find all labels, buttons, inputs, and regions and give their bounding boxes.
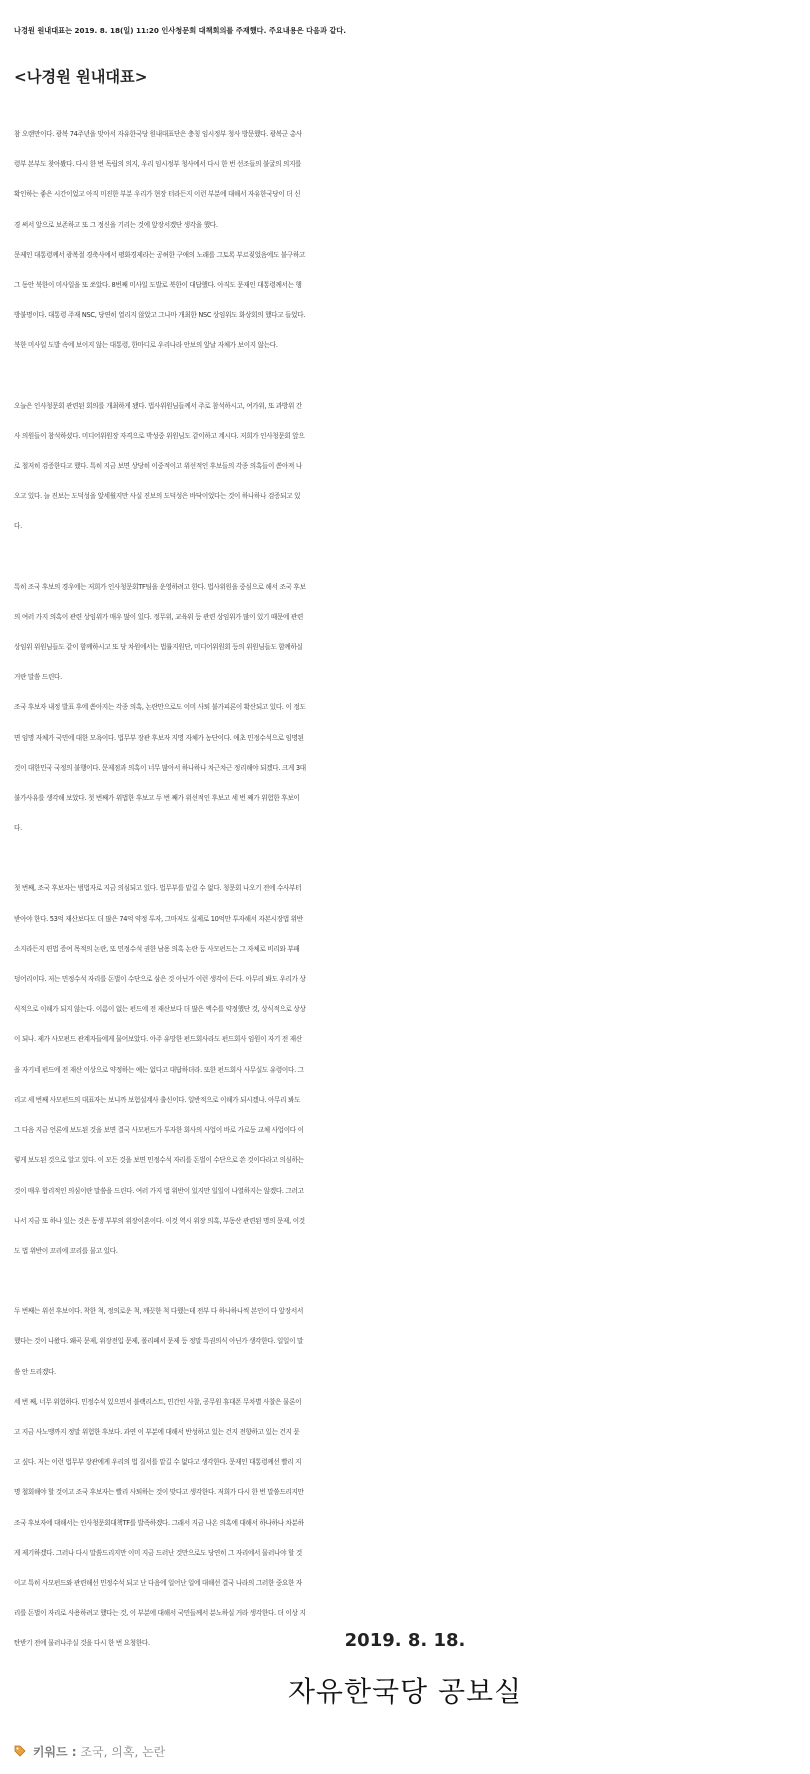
text-line: 세 번 째, 너무 위험하다. 민정수석 있으면서 블랙리스트, 민간인 사찰, 공무원 휴대폰 무차별 사찰은 물론이 — [14, 1397, 302, 1406]
text-line: 로 철저히 검증한다고 했다. 특히 지금 보면 상당히 이중적이고 위선적인 후보들의 각종 의혹들이 쏟아져 나 — [14, 462, 302, 471]
text-line: 명 철회해야 할 것이고 조국 후보자는 빨리 사퇴하는 것이 맞다고 생각한다. 저희가 다시 한 번 말씀드리지만 — [14, 1488, 304, 1497]
text-line: 방불명이다. 대통령 주재 NSC, 당연히 열리지 않았고 그나마 개최한 NSC 상임위도 화상회의 했다고 들었다. — [14, 311, 306, 320]
text-line: 렇게 보도된 것으로 알고 있다. 이 모든 것을 보면 민정수석 자리를 돈벌이 수단으로 쓴 것이다라고 의심하는 — [14, 1156, 304, 1165]
paragraph — [14, 1296, 800, 1658]
text-line: 사 의원들이 참석하셨다. 미디어위원장 자격으로 박성중 위원님도 같이하고 계시다. 저희가 인사청문회 앞으 — [14, 431, 305, 440]
text-line: 식적으로 이해가 되지 않는다. 이름이 없는 펀드에 전 재산보다 더 많은 액수를 약정했단 것, 상식적으로 상상 — [14, 1005, 306, 1014]
paragraph — [14, 119, 800, 361]
text-line: 문제인 대통령께서 광복절 경축사에서 평화경제라는 공허한 구애의 노래를 그토록 부르짖었음에도 불구하고 — [14, 250, 306, 259]
keywords-bar — [14, 1743, 165, 1760]
text-line: 것이 매우 합리적인 의심이란 말씀을 드린다. 여러 가지 법 위반이 있지만 일일이 나열하지는 않겠다. 그러고 — [14, 1186, 304, 1195]
text-line: 두 번째는 위선 후보이다. 착한 척, 정의로운 척, 깨끗한 척 다했는데 전부 다 하나하나씩 본인이 다 앞장서서 — [14, 1307, 304, 1316]
keyword-list: 조국, 의혹, 논란 — [80, 1745, 166, 1759]
text-line: 이 되나. 제가 사모펀드 관계자들에게 물어보았다. 아주 유망한 펀드회사라도 펀드회사 임원이 자기 전 재산 — [14, 1035, 302, 1044]
text-line: 조국 후보자에 대해서는 인사청문회대책TF를 발족하겠다. 그래서 지금 나온 의혹에 대해서 하나하나 차분하 — [14, 1518, 304, 1527]
text-line: 거란 말씀 드린다. — [14, 673, 62, 682]
paragraph — [14, 873, 800, 1266]
text-line: 경 써서 앞으로 보존하고 또 그 정신을 기리는 것에 앞장서겠단 생각을 했다. — [14, 220, 218, 229]
text-line: 리고 세 번째 사모펀드의 대표자는 보니까 보험설계사 출신이다. 일반적으로 이해가 되시겠나. 아무리 봐도 — [14, 1095, 301, 1104]
text-line: 첫 번째, 조국 후보자는 범법자로 지금 의심되고 있다. 법무부를 맡길 수 없다. 청문회 나오기 전에 수사부터 — [14, 884, 302, 893]
text-line: 불가사유를 생각해 보았다. 첫 번째가 위법한 후보고 두 번 째가 위선적인 후보고 세 번 째가 위험한 후보이 — [14, 794, 300, 803]
text-line: 덩어리이다. 저는 민정수석 자리를 돈벌이 수단으로 삼은 것 아닌가 이런 생각이 든다. 아무리 봐도 우리가 상 — [14, 975, 306, 984]
speaker-label: <나경원 원내대표> — [14, 68, 148, 86]
text-line: 다. — [14, 522, 22, 531]
text-line: 탄받기 전에 물러나주실 것을 다시 한 번 요청한다. — [14, 1639, 150, 1648]
text-line: 북한 미사일 도발 속에 보이지 않는 대통령, 한마디로 우리나라 안보의 앞날 자체가 보이지 않는다. — [14, 341, 278, 350]
text-line: 것이 대한민국 국정의 불행이다. 문제점과 의혹이 너무 많아서 하나하나 차근차근 정리해야 되겠다. 크게 3대 — [14, 763, 306, 772]
tag-icon — [14, 1745, 26, 1757]
body-text — [14, 119, 800, 1659]
text-line: 그 다음 지금 언론에 보도된 것을 보면 결국 사모펀드가 투자한 회사의 사업이 바로 가로등 교체 사업이다 이 — [14, 1126, 304, 1135]
text-line: 오늘은 인사청문회 관련된 회의를 개최하게 됐다. 법사위원님들께서 주로 참석하시고, 여가위, 또 과방위 간 — [14, 401, 302, 410]
text-line: 조국 후보자 내정 발표 후에 쏟아지는 각종 의혹, 논란만으로도 이미 사퇴 불가피론이 확산되고 있다. 이 정도 — [14, 703, 306, 712]
release-date: 2019. 8. 18. — [344, 1630, 466, 1651]
keyword-link[interactable]: 의혹 — [111, 1745, 135, 1759]
text-line: 면 임명 자체가 국민에 대한 모욕이다. 법무부 장관 후보자 지명 자체가 농단이다. 애초 민정수석으로 임명된 — [14, 733, 304, 742]
text-line: 나서 지금 또 하나 있는 것은 동생 부부의 위장이혼이다. 이것 역시 위장 의혹, 부동산 관련된 명의 문제, 이것 — [14, 1216, 305, 1225]
text-line: 령부 본부도 찾아봤다. 다시 한 번 독립의 의지, 우리 임시정부 청사에서 다시 한 번 선조들의 불굴의 의지를 — [14, 160, 302, 169]
text-line: 확인하는 좋은 시간이었고 아직 미진한 부분 우리가 현장 터라든지 이런 부분에 대해서 자유한국당이 더 신 — [14, 190, 301, 199]
press-release — [14, 14, 800, 1659]
paragraph-gap — [14, 843, 800, 873]
text-line: 그 동안 북한이 미사일을 또 쏘았다. 8번째 미사일 도발로 북한이 대답했다. 아직도 문재인 대통령께서는 행 — [14, 281, 302, 290]
text-line: 받아야 한다. 53억 재산보다도 더 많은 74억 약정 투자, 그마저도 실제로 10억만 투자해서 자본시장법 위반 — [14, 914, 303, 923]
paragraph — [14, 572, 800, 844]
text-line: 도 법 위반이 꼬리에 꼬리를 물고 있다. — [14, 1246, 118, 1255]
text-line: 게 제기하겠다. 그러나 다시 말씀드리지만 이미 지금 드러난 것만으로도 당연히 그 자리에서 물러나야 할 것 — [14, 1548, 302, 1557]
text-line: 참 오랜만이다. 광복 74주년을 맞아서 자유한국당 원내대표단은 충칭 임시정부 청사 방문했다. 광복군 총사 — [14, 130, 302, 138]
text-line: 리를 돈벌이 자리로 사용하려고 했다는 것, 이 부분에 대해서 국민들께서 분노하실 거라 생각한다. 더 이상 지 — [14, 1609, 306, 1618]
text-line: 의 여러 가지 의혹이 관련 상임위가 매우 많이 있다. 정무위, 교육위 등 관련 상임위가 많이 있기 때문에 관련 — [14, 612, 304, 621]
text-line: 다. — [14, 824, 22, 833]
text-line: 했다는 것이 나왔다. 왜곡 문제, 위장전입 문제, 폴리페서 문제 등 정말 특권의식 아닌가 생각한다. 일일이 말 — [14, 1337, 304, 1346]
paragraph — [14, 391, 800, 542]
paragraph-gap — [14, 361, 800, 391]
text-line: 씀 안 드리겠다. — [14, 1367, 56, 1376]
text-line: 특히 조국 후보의 경우에는 저희가 인사청문회TF팀을 운영하려고 한다. 법사위원을 중심으로 해서 조국 후보 — [14, 582, 306, 591]
text-line: 상임위 위원님들도 같이 함께하시고 또 당 차원에서는 법률지원단, 미디어위원회 등의 위원님들도 함께하실 — [14, 643, 303, 652]
text-line: 오고 있다. 늘 진보는 도덕성을 앞세웠지만 사실 진보의 도덕성은 바닥이었다는 것이 하나하나 검증되고 있 — [14, 492, 301, 501]
keyword-link[interactable]: 조국 — [80, 1745, 104, 1759]
paragraph-gap — [14, 542, 800, 572]
text-line: 이고 특히 사모펀드와 관련해선 민정수석 되고 난 다음에 일어난 일에 대해선 결국 나라의 그러한 중요한 자 — [14, 1578, 302, 1587]
headline: 나경원 원내대표는 2019. 8. 18(일) 11:20 인사청문회 대책회의를 주재했다. 주요내용은 다음과 같다. — [14, 26, 347, 35]
text-line: 을 자기네 펀드에 전 재산 이상으로 약정하는 예는 없다고 대답하더라. 또한 펀드회사 사무실도 유령이다. 그 — [14, 1065, 304, 1074]
text-line: 소지라든지 편법 증여 목적의 논란, 또 민정수석 권한 남용 의혹 논란 등 사모펀드는 그 자체로 비리와 부패 — [14, 944, 300, 953]
keywords-label: 키워드 : — [32, 1745, 77, 1759]
text-line: 고 지금 사노맹까지 정말 위험한 후보다. 과연 이 부분에 대해서 반성하고 있는 건지 전향하고 있는 건지 묻 — [14, 1427, 300, 1436]
text-line: 고 싶다. 저는 이런 법무부 장관에게 우리의 법 질서를 맡길 수 없다고 생각한다. 문재인 대통령께선 빨리 지 — [14, 1458, 302, 1467]
keyword-link[interactable]: 논란 — [142, 1745, 166, 1759]
paragraph-gap — [14, 1266, 800, 1296]
organization-name: 자유한국당 공보실 — [287, 1675, 523, 1708]
